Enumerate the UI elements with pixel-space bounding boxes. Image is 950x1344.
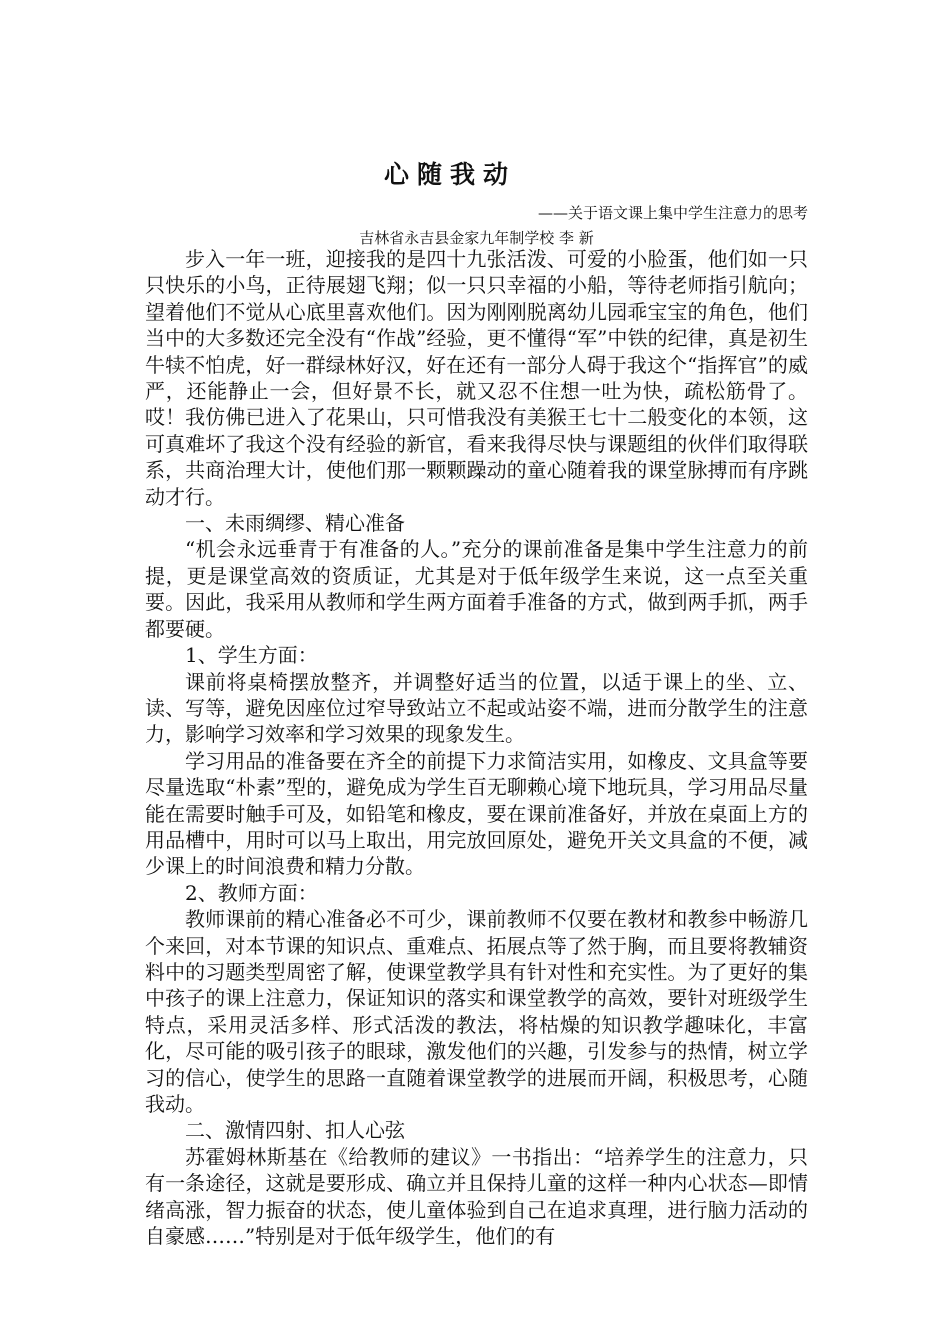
paragraph: 学习用品的准备要在齐全的前提下力求简洁实用，如橡皮、文具盒等要尽量选取“朴素”型的，避免成为学生百无聊赖心境下地玩具，学习用品尽量能在需要时触手可及，如铅笔和橡皮，要在课前准备好，并放在桌面上方的用品槽中，用时可以马上取出，用完放回原处，避免开关文具盒的不便，减少课上的时间浪费和精力分散。 xyxy=(145,748,808,879)
section-heading-1: 一、未雨绸缪、精心准备 xyxy=(185,511,405,536)
section-heading-2: 二、激情四射、扣人心弦 xyxy=(185,1118,405,1143)
document-subtitle: ——关于语文课上集中学生注意力的思考 xyxy=(537,204,808,222)
document-body xyxy=(145,246,808,1249)
paragraph: 课前将桌椅摆放整齐，并调整好适当的位置，以适于课上的坐、立、读、写等，避免因座位过窄导致站立不起或站姿不端，进而分散学生的注意力，影响学习效率和学习效果的现象发生。 xyxy=(145,669,808,747)
paragraph-intro: 步入一年一班，迎接我的是四十九张活泼、可爱的小脸蛋，他们如一只只快乐的小鸟，正待展翅飞翔；似一只只幸福的小船，等待老师指引航向；望着他们不觉从心底里喜欢他们。因为刚刚脱离幼儿园乖宝宝的角色，他们当中的大多数还完全没有“作战”经验，更不懂得“军”中铁的纪律，真是初生牛犊不怕虎，好一群绿林好汉，好在还有一部分人碍于我这个“指挥官”的威严，还能静止一会，但好景不长，就又忍不住想一吐为快，疏松筋骨了。哎！我仿佛已进入了花果山，只可惜我没有美猴王七十二般变化的本领，这可真难坏了我这个没有经验的新官，看来我得尽快与课题组的伙伴们取得联系，共商治理大计，使他们那一颗颗躁动的童心随着我的课堂脉搏而有序跳动才行。 xyxy=(145,247,808,509)
subsection-heading-teachers: 2、教师方面： xyxy=(185,880,318,905)
author-line: 吉林省永吉县金家九年制学校 李 新 xyxy=(359,229,594,247)
paragraph: 教师课前的精心准备必不可少，课前教师不仅要在教材和教参中畅游几个来回，对本节课的知识点、重难点、拓展点等了然于胸，而且要将教辅资料中的习题类型周密了解，使课堂教学具有针对性和充实性。为了更好的集中孩子的课上注意力，保证知识的落实和课堂教学的高效，要针对班级学生特点，采用灵活多样、形式活泼的教法，将枯燥的知识教学趣味化，丰富化，尽可能的吸引孩子的眼球，激发他们的兴趣，引发参与的热情，树立学习的信心，使学生的思路一直随着课堂教学的进展而开阔，积极思考，心随我动。 xyxy=(145,907,808,1116)
paragraph: “机会永远垂青于有准备的人。”充分的课前准备是集中学生注意力的前提，更是课堂高效的资质证，尤其是对于低年级学生来说，这一点至关重要。因此，我采用从教师和学生两方面着手准备的方式，做到两手抓，两手都要硬。 xyxy=(145,537,808,641)
subsection-heading-students: 1、学生方面： xyxy=(185,643,318,668)
document-title: 心随我动 xyxy=(383,160,516,189)
paragraph: 苏霍姆林斯基在《给教师的建议》一书指出：“培养学生的注意力，只有一条途径，这就是要形成、确立并且保持儿童的这样一种内心状态—即情绪高涨，智力振奋的状态，使儿童体验到自己在追求真理，进行脑力活动的自豪感……”特别是对于低年级学生，他们的有 xyxy=(145,1144,808,1249)
